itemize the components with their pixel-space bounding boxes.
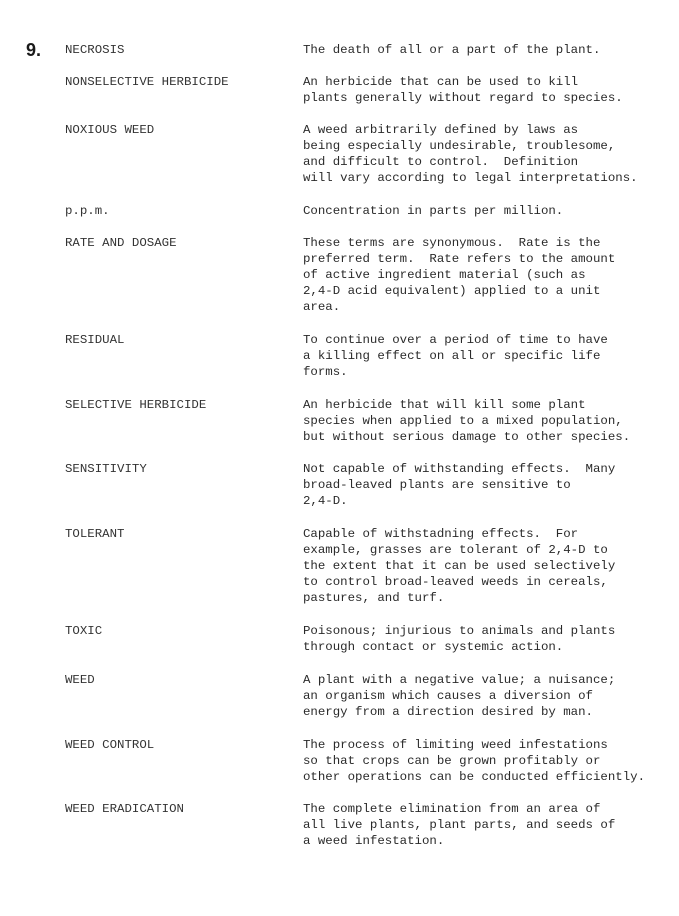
glossary-term: RESIDUAL <box>65 333 125 347</box>
glossary-definition <box>303 801 675 849</box>
definition-line: other operations can be conducted efficiently. <box>303 770 646 784</box>
glossary-definition <box>303 397 675 445</box>
glossary-term: NECROSIS <box>65 43 125 57</box>
definition-line: A weed arbitrarily defined by laws as <box>303 123 579 137</box>
definition-line: An herbicide that will kill some plant <box>303 398 586 412</box>
definition-line: a killing effect on all or specific life <box>303 349 601 363</box>
glossary-definition <box>303 332 675 380</box>
definition-line: to control broad-leaved weeds in cereals, <box>303 575 608 589</box>
glossary-term: p.p.m. <box>65 204 110 218</box>
definition-line: through contact or systemic action. <box>303 640 564 654</box>
definition-line: broad-leaved plants are sensitive to <box>303 478 571 492</box>
definition-line: area. <box>303 300 341 314</box>
glossary-term: SENSITIVITY <box>65 462 147 476</box>
glossary-term: WEED CONTROL <box>65 738 155 752</box>
definition-line: These terms are synonymous. Rate is the <box>303 236 601 250</box>
definition-line: the extent that it can be used selectively <box>303 559 616 573</box>
glossary-term: RATE AND DOSAGE <box>65 236 177 250</box>
definition-line: a weed infestation. <box>303 834 445 848</box>
glossary-definition <box>303 203 675 219</box>
definition-line: species when applied to a mixed population, <box>303 414 623 428</box>
definition-line: energy from a direction desired by man. <box>303 705 593 719</box>
glossary-term: NOXIOUS WEED <box>65 123 155 137</box>
definition-line: The complete elimination from an area of <box>303 802 601 816</box>
glossary-definition <box>303 42 675 58</box>
definition-line: of active ingredient material (such as <box>303 268 586 282</box>
glossary-term: TOXIC <box>65 624 103 638</box>
glossary-definition <box>303 235 675 315</box>
definition-line: A plant with a negative value; a nuisance; <box>303 673 616 687</box>
glossary-definition <box>303 461 675 509</box>
definition-line: An herbicide that can be used to kill <box>303 75 579 89</box>
glossary-definition <box>303 623 675 655</box>
definition-line: being especially undesirable, troublesome, <box>303 139 616 153</box>
definition-line: forms. <box>303 365 348 379</box>
definition-line: The death of all or a part of the plant. <box>303 43 601 57</box>
definition-line: so that crops can be grown profitably or <box>303 754 601 768</box>
glossary-definition <box>303 526 675 606</box>
glossary-term: TOLERANT <box>65 527 125 541</box>
glossary-definition <box>303 672 675 720</box>
definition-line: Not capable of withstanding effects. Many <box>303 462 616 476</box>
definition-line: Poisonous; injurious to animals and plants <box>303 624 616 638</box>
glossary-definition <box>303 122 675 186</box>
glossary-term: SELECTIVE HERBICIDE <box>65 398 207 412</box>
glossary-definition <box>303 74 675 106</box>
definition-line: To continue over a period of time to have <box>303 333 608 347</box>
page-number: 9. <box>26 40 42 60</box>
glossary-term: WEED <box>65 673 95 687</box>
definition-line: but without serious damage to other species. <box>303 430 631 444</box>
glossary-definition <box>303 737 675 785</box>
definition-line: pastures, and turf. <box>303 591 445 605</box>
definition-line: example, grasses are tolerant of 2,4-D to <box>303 543 608 557</box>
definition-line: Concentration in parts per million. <box>303 204 564 218</box>
definition-line: all live plants, plant parts, and seeds of <box>303 818 616 832</box>
glossary-term: NONSELECTIVE HERBICIDE <box>65 75 229 89</box>
definition-line: and difficult to control. Definition <box>303 155 579 169</box>
definition-line: Capable of withstadning effects. For <box>303 527 579 541</box>
definition-line: will vary according to legal interpretations. <box>303 171 638 185</box>
glossary-term: WEED ERADICATION <box>65 802 184 816</box>
definition-line: preferred term. Rate refers to the amount <box>303 252 616 266</box>
definition-line: 2,4-D. <box>303 494 348 508</box>
definition-line: The process of limiting weed infestations <box>303 738 608 752</box>
definition-line: 2,4-D acid equivalent) applied to a unit <box>303 284 601 298</box>
definition-line: an organism which causes a diversion of <box>303 689 593 703</box>
definition-line: plants generally without regard to species. <box>303 91 623 105</box>
